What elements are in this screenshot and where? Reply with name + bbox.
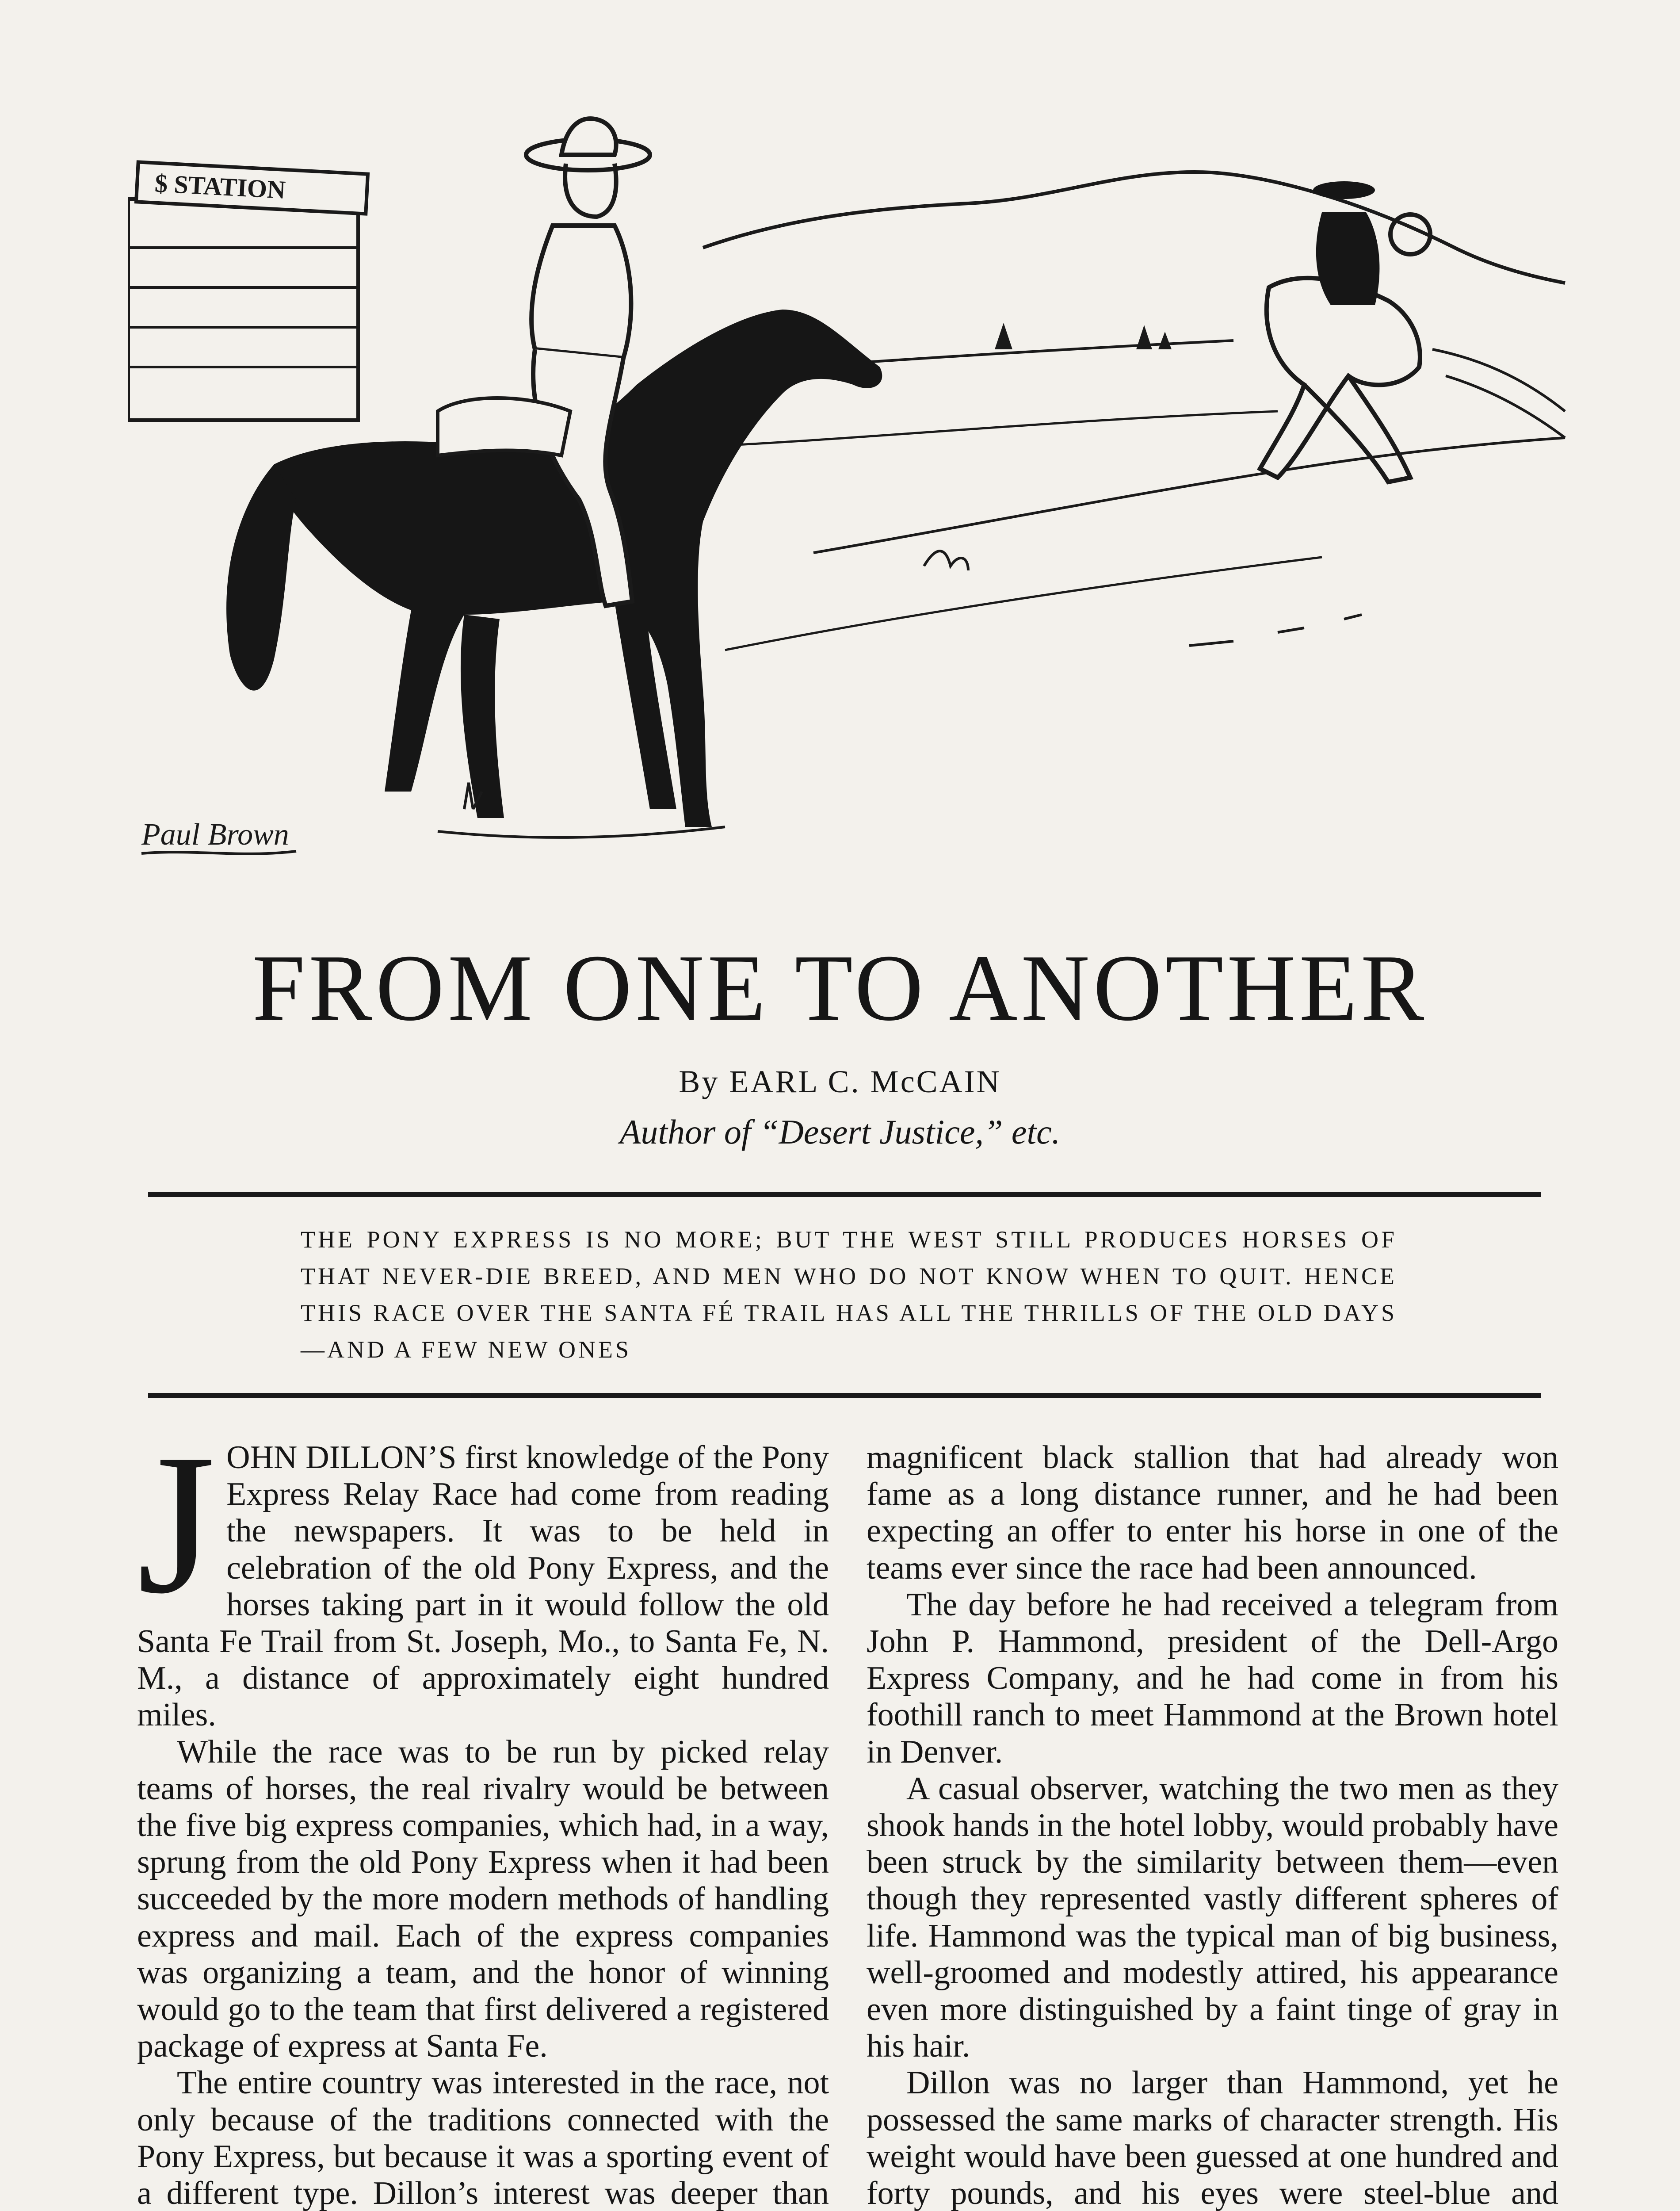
byline: By EARL C. McCAIN: [679, 1064, 1001, 1099]
paragraph: A casual observer, watching the two men as they shook hands in the hotel lobby, would probably have been struck by the similarity between them—even though they represented vastly different spheres of life. Hammond was the typical man of big business, well-groomed and modestly attired, his appearance even more distinguished by a faint tinge of gray in his hair.: [867, 1770, 1558, 2065]
text-column-right: [867, 1439, 1558, 2211]
paragraph: [137, 1413, 829, 1734]
paragraph-text: OHN DILLON’S first knowledge of the Pony Express Relay Race had come from reading the newspapers. It was to be held in celebration of the old Pony Express, and the horses taking part in it would follow the old Santa Fe Trail from St. Joseph, Mo., to Santa Fe, N. M., a distance of approximately eight hundred miles.: [137, 1439, 829, 1733]
artist-signature: Paul Brown: [141, 818, 289, 852]
pony-express-drawing: [128, 102, 1587, 884]
hills-line: [703, 172, 1565, 283]
divider-top: [148, 1192, 1541, 1197]
paragraph: While the race was to be run by picked relay teams of horses, the real rivalry would be between the five big express companies, which had, in a way, sprung from the old Pony Express when it had been succeeded by the more modern methods of handling express and mail. Each of the express companies was organizing a team, and the honor of winning would go to the team that first delivered a registered package of express at Santa Fe.: [137, 1733, 829, 2065]
station-sign: $ STATION: [154, 168, 286, 204]
header-illustration: [128, 102, 1587, 884]
paragraph: The day before he had received a telegram from John P. Hammond, president of the Dell-Argo Express Company, and he had come in from his foothill ranch to meet Hammond at the Brown hotel in Denver.: [867, 1586, 1558, 1770]
article-title: FROM ONE TO ANOTHER: [252, 935, 1428, 1040]
author-credit: Author of “Desert Justice,” etc.: [619, 1113, 1061, 1151]
divider-bottom: [148, 1393, 1541, 1398]
station-building: [128, 162, 368, 420]
paragraph: Dillon was no larger than Hammond, yet he possessed the same marks of character strength. His weight would have been guessed at one hundred and forty pounds, and his eyes were steel-blue and: [867, 2065, 1558, 2211]
drop-cap: J: [137, 1413, 216, 1635]
paragraph: The entire country was interested in the race, not only because of the traditions connected with the Pony Express, but because it was a sporting event of a different type. Dillon’s interest was deeper than: [137, 2065, 829, 2211]
article-deck: THE PONY EXPRESS IS NO MORE; BUT THE WEST STILL PRODUCES HORSES OF THAT NEVER-DIE BREED, AND MEN WHO DO NOT KNOW WHEN TO QUIT. HENCE THIS RACE OVER THE SANTA FÉ TRAIL HAS ALL THE THRILLS OF THE OLD DAYS—AND A FEW NEW ONES: [301, 1226, 1397, 1363]
paragraph: magnificent black stallion that had already won fame as a long distance runner, and he had been expecting an offer to enter his horse in one of the teams ever since the race had been announced.: [867, 1439, 1558, 1586]
text-column-left: [137, 1413, 829, 2211]
